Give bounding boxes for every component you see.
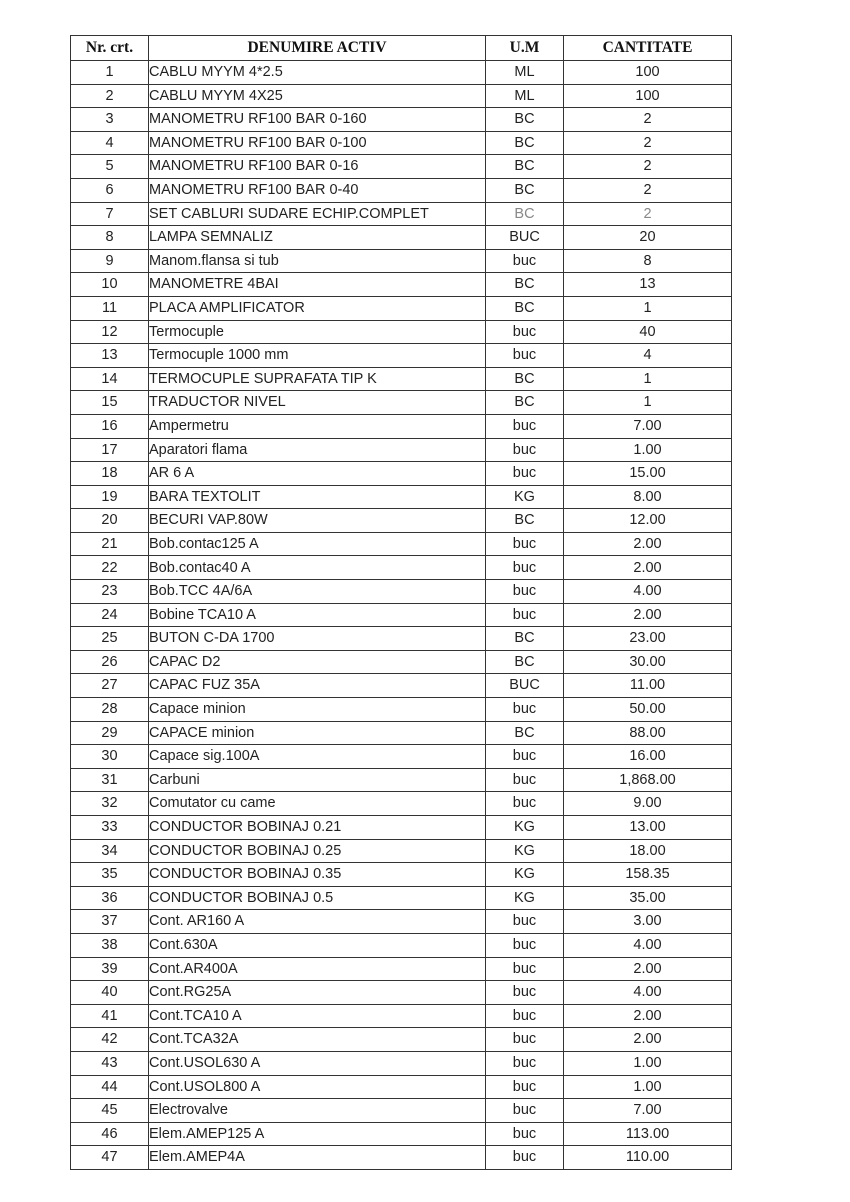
item-name-cell: Cont.AR400A [149,957,486,981]
item-name-cell: CONDUCTOR BOBINAJ 0.5 [149,886,486,910]
item-name-cell: Cont.RG25A [149,981,486,1005]
row-number-cell: 33 [71,816,149,840]
quantity-cell: 35.00 [564,886,732,910]
item-name-cell: CABLU MYYM 4X25 [149,84,486,108]
quantity-cell: 2.00 [564,1004,732,1028]
unit-cell: buc [486,532,564,556]
item-name-cell: CAPAC D2 [149,650,486,674]
table-row [71,816,732,840]
table-row [71,249,732,273]
quantity-cell: 2.00 [564,556,732,580]
row-number-cell: 6 [71,178,149,202]
table-row [71,61,732,85]
item-name-cell: Cont.630A [149,933,486,957]
quantity-cell: 2 [564,131,732,155]
item-name-cell: MANOMETRU RF100 BAR 0-100 [149,131,486,155]
table-row [71,886,732,910]
table-row [71,1028,732,1052]
table-row [71,438,732,462]
unit-cell: BC [486,202,564,226]
table-row [71,1075,732,1099]
unit-cell: KG [486,886,564,910]
unit-cell: ML [486,61,564,85]
quantity-cell: 100 [564,84,732,108]
item-name-cell: CAPAC FUZ 35A [149,674,486,698]
table-row [71,178,732,202]
table-row [71,933,732,957]
row-number-cell: 17 [71,438,149,462]
quantity-cell: 20 [564,226,732,250]
row-number-cell: 34 [71,839,149,863]
unit-cell: buc [486,698,564,722]
table-row [71,768,732,792]
row-number-cell: 12 [71,320,149,344]
quantity-cell: 7.00 [564,414,732,438]
unit-cell: KG [486,816,564,840]
quantity-cell: 4.00 [564,580,732,604]
table-row [71,957,732,981]
row-number-cell: 47 [71,1146,149,1170]
unit-cell: buc [486,603,564,627]
quantity-cell: 100 [564,61,732,85]
quantity-cell: 2 [564,155,732,179]
table-row [71,155,732,179]
item-name-cell: TRADUCTOR NIVEL [149,391,486,415]
table-row [71,792,732,816]
unit-cell: BC [486,650,564,674]
table-row [71,627,732,651]
table-row [71,108,732,132]
quantity-cell: 12.00 [564,509,732,533]
unit-cell: buc [486,556,564,580]
table-row [71,509,732,533]
table-row [71,1051,732,1075]
item-name-cell: Cont. AR160 A [149,910,486,934]
table-row [71,650,732,674]
table-row [71,698,732,722]
table-row [71,391,732,415]
row-number-cell: 21 [71,532,149,556]
quantity-cell: 2.00 [564,957,732,981]
item-name-cell: CAPACE minion [149,721,486,745]
unit-cell: buc [486,957,564,981]
row-number-cell: 24 [71,603,149,627]
item-name-cell: Termocuple 1000 mm [149,344,486,368]
row-number-cell: 5 [71,155,149,179]
quantity-cell: 8 [564,249,732,273]
unit-cell: buc [486,580,564,604]
unit-cell: buc [486,414,564,438]
row-number-cell: 18 [71,462,149,486]
unit-cell: ML [486,84,564,108]
item-name-cell: Cont.TCA10 A [149,1004,486,1028]
item-name-cell: Electrovalve [149,1099,486,1123]
unit-cell: buc [486,1051,564,1075]
item-name-cell: MANOMETRU RF100 BAR 0-40 [149,178,486,202]
row-number-cell: 42 [71,1028,149,1052]
unit-cell: BUC [486,674,564,698]
unit-cell: buc [486,768,564,792]
quantity-cell: 1.00 [564,1051,732,1075]
item-name-cell: MANOMETRU RF100 BAR 0-16 [149,155,486,179]
item-name-cell: Bob.contac125 A [149,532,486,556]
table-row [71,414,732,438]
item-name-cell: Carbuni [149,768,486,792]
quantity-cell: 4.00 [564,981,732,1005]
quantity-cell: 1.00 [564,438,732,462]
quantity-cell: 50.00 [564,698,732,722]
row-number-cell: 19 [71,485,149,509]
unit-cell: KG [486,863,564,887]
item-name-cell: BUTON C-DA 1700 [149,627,486,651]
row-number-cell: 23 [71,580,149,604]
table-row [71,273,732,297]
item-name-cell: CONDUCTOR BOBINAJ 0.25 [149,839,486,863]
unit-cell: BC [486,178,564,202]
item-name-cell: MANOMETRE 4BAI [149,273,486,297]
unit-cell: buc [486,910,564,934]
table-row [71,84,732,108]
item-name-cell: Capace minion [149,698,486,722]
row-number-cell: 14 [71,367,149,391]
quantity-cell: 4.00 [564,933,732,957]
row-number-cell: 32 [71,792,149,816]
unit-cell: BC [486,131,564,155]
row-number-cell: 35 [71,863,149,887]
row-number-cell: 20 [71,509,149,533]
table-row [71,131,732,155]
quantity-cell: 3.00 [564,910,732,934]
table-row [71,344,732,368]
table-row [71,320,732,344]
table-row [71,580,732,604]
table-row [71,532,732,556]
row-number-cell: 41 [71,1004,149,1028]
unit-cell: BC [486,296,564,320]
item-name-cell: Elem.AMEP125 A [149,1122,486,1146]
table-row [71,839,732,863]
row-number-cell: 2 [71,84,149,108]
quantity-cell: 23.00 [564,627,732,651]
row-number-cell: 40 [71,981,149,1005]
header-cantitate: CANTITATE [564,36,732,61]
unit-cell: KG [486,839,564,863]
quantity-cell: 2 [564,178,732,202]
item-name-cell: AR 6 A [149,462,486,486]
row-number-cell: 30 [71,745,149,769]
quantity-cell: 11.00 [564,674,732,698]
quantity-cell: 1.00 [564,1075,732,1099]
row-number-cell: 26 [71,650,149,674]
unit-cell: buc [486,1146,564,1170]
row-number-cell: 28 [71,698,149,722]
item-name-cell: Comutator cu came [149,792,486,816]
item-name-cell: Capace sig.100A [149,745,486,769]
row-number-cell: 8 [71,226,149,250]
quantity-cell: 13 [564,273,732,297]
unit-cell: BUC [486,226,564,250]
quantity-cell: 15.00 [564,462,732,486]
quantity-cell: 16.00 [564,745,732,769]
item-name-cell: Bobine TCA10 A [149,603,486,627]
row-number-cell: 38 [71,933,149,957]
item-name-cell: SET CABLURI SUDARE ECHIP.COMPLET [149,202,486,226]
row-number-cell: 37 [71,910,149,934]
table-row [71,745,732,769]
unit-cell: buc [486,438,564,462]
unit-cell: buc [486,1122,564,1146]
table-row [71,296,732,320]
unit-cell: buc [486,933,564,957]
row-number-cell: 9 [71,249,149,273]
quantity-cell: 2 [564,108,732,132]
item-name-cell: Bob.contac40 A [149,556,486,580]
unit-cell: buc [486,792,564,816]
header-um: U.M [486,36,564,61]
table-body [71,61,732,1170]
table-row [71,485,732,509]
quantity-cell: 9.00 [564,792,732,816]
item-name-cell: Cont.TCA32A [149,1028,486,1052]
unit-cell: BC [486,155,564,179]
header-denumire-activ: DENUMIRE ACTIV [149,36,486,61]
row-number-cell: 31 [71,768,149,792]
unit-cell: BC [486,391,564,415]
row-number-cell: 13 [71,344,149,368]
row-number-cell: 45 [71,1099,149,1123]
quantity-cell: 40 [564,320,732,344]
item-name-cell: CONDUCTOR BOBINAJ 0.21 [149,816,486,840]
table-row [71,674,732,698]
quantity-cell: 18.00 [564,839,732,863]
unit-cell: BC [486,367,564,391]
table-row [71,863,732,887]
item-name-cell: CONDUCTOR BOBINAJ 0.35 [149,863,486,887]
item-name-cell: Cont.USOL630 A [149,1051,486,1075]
item-name-cell: MANOMETRU RF100 BAR 0-160 [149,108,486,132]
unit-cell: KG [486,485,564,509]
item-name-cell: PLACA AMPLIFICATOR [149,296,486,320]
unit-cell: buc [486,1004,564,1028]
unit-cell: buc [486,344,564,368]
quantity-cell: 2.00 [564,603,732,627]
item-name-cell: BECURI VAP.80W [149,509,486,533]
item-name-cell: CABLU MYYM 4*2.5 [149,61,486,85]
quantity-cell: 2.00 [564,532,732,556]
table-row [71,556,732,580]
row-number-cell: 36 [71,886,149,910]
table-row [71,981,732,1005]
item-name-cell: BARA TEXTOLIT [149,485,486,509]
item-name-cell: Elem.AMEP4A [149,1146,486,1170]
item-name-cell: Bob.TCC 4A/6A [149,580,486,604]
header-nr-crt: Nr. crt. [71,36,149,61]
row-number-cell: 16 [71,414,149,438]
inventory-table [70,35,732,1170]
table-row [71,910,732,934]
unit-cell: BC [486,509,564,533]
quantity-cell: 1 [564,391,732,415]
item-name-cell: Ampermetru [149,414,486,438]
unit-cell: buc [486,981,564,1005]
row-number-cell: 10 [71,273,149,297]
table-row [71,367,732,391]
unit-cell: buc [486,1028,564,1052]
table-row [71,202,732,226]
item-name-cell: Termocuple [149,320,486,344]
row-number-cell: 3 [71,108,149,132]
quantity-cell: 1 [564,367,732,391]
item-name-cell: Cont.USOL800 A [149,1075,486,1099]
row-number-cell: 15 [71,391,149,415]
row-number-cell: 39 [71,957,149,981]
table-row [71,1004,732,1028]
quantity-cell: 88.00 [564,721,732,745]
table-row [71,721,732,745]
unit-cell: BC [486,627,564,651]
table-header-row [71,36,732,61]
table-row [71,1146,732,1170]
quantity-cell: 7.00 [564,1099,732,1123]
unit-cell: BC [486,108,564,132]
unit-cell: BC [486,273,564,297]
item-name-cell: Aparatori flama [149,438,486,462]
row-number-cell: 11 [71,296,149,320]
unit-cell: buc [486,745,564,769]
unit-cell: buc [486,249,564,273]
row-number-cell: 27 [71,674,149,698]
row-number-cell: 43 [71,1051,149,1075]
row-number-cell: 4 [71,131,149,155]
unit-cell: BC [486,721,564,745]
table-row [71,226,732,250]
row-number-cell: 44 [71,1075,149,1099]
quantity-cell: 30.00 [564,650,732,674]
item-name-cell: LAMPA SEMNALIZ [149,226,486,250]
table-row [71,1099,732,1123]
row-number-cell: 1 [71,61,149,85]
table-row [71,1122,732,1146]
unit-cell: buc [486,320,564,344]
table-row [71,603,732,627]
quantity-cell: 110.00 [564,1146,732,1170]
row-number-cell: 46 [71,1122,149,1146]
quantity-cell: 13.00 [564,816,732,840]
item-name-cell: TERMOCUPLE SUPRAFATA TIP K [149,367,486,391]
row-number-cell: 25 [71,627,149,651]
quantity-cell: 158.35 [564,863,732,887]
quantity-cell: 113.00 [564,1122,732,1146]
quantity-cell: 2 [564,202,732,226]
table-row [71,462,732,486]
quantity-cell: 4 [564,344,732,368]
unit-cell: buc [486,1099,564,1123]
quantity-cell: 8.00 [564,485,732,509]
row-number-cell: 22 [71,556,149,580]
row-number-cell: 7 [71,202,149,226]
row-number-cell: 29 [71,721,149,745]
unit-cell: buc [486,462,564,486]
quantity-cell: 1 [564,296,732,320]
item-name-cell: Manom.flansa si tub [149,249,486,273]
unit-cell: buc [486,1075,564,1099]
quantity-cell: 1,868.00 [564,768,732,792]
quantity-cell: 2.00 [564,1028,732,1052]
